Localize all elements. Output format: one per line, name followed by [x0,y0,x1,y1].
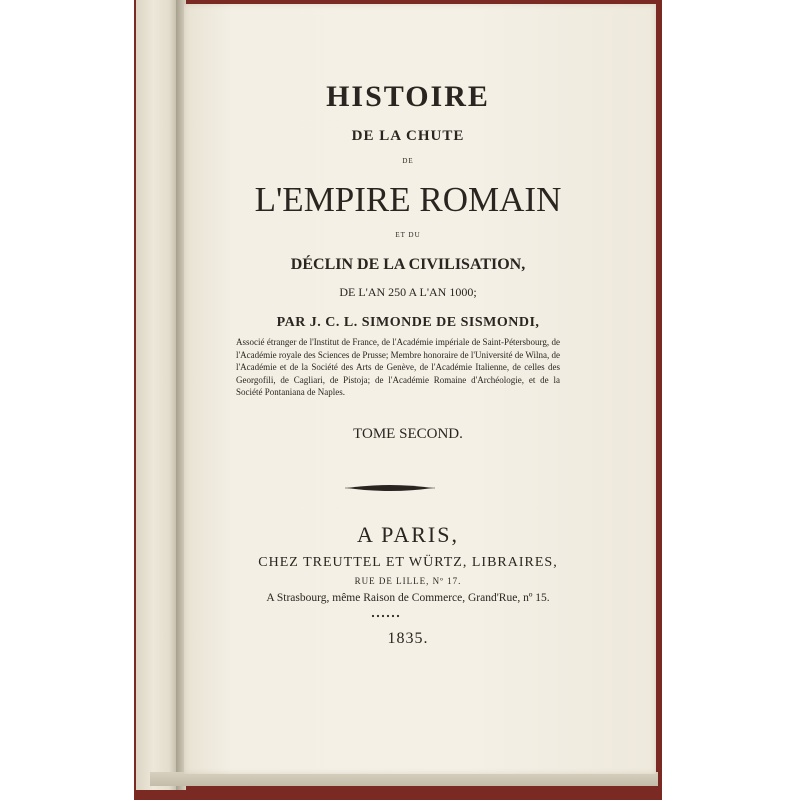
title-de: DE [402,157,414,165]
imprint-strasbourg: A Strasbourg, même Raison de Commerce, Grand'Rue, nº 15. [266,592,550,604]
title-et-du: ET DU [395,231,421,239]
imprint-city: A PARIS, [356,522,459,547]
imprint-street: RUE DE LILLE, Nº 17. [354,576,462,586]
title-de-la-chute: DE LA CHUTE [351,128,465,144]
title-histoire: HISTOIRE [326,80,490,113]
imprint-year: 1835. [387,630,429,647]
left-page [136,0,180,790]
page-bottom-edge [150,772,658,786]
ornament-rule [345,482,435,494]
author-description: Associé étranger de l'Institut de France, de l'Académie impériale de Saint-Pétersbourg, de l'Académie royale des Sciences de Prusse; Membre honoraire de l'Université de Wilna, de l'Académie et de la Société des Arts de Genève, de l'Académie Italienne, de celles des Georgofili, de Cagliari, de Pistoja; de l'Académie Romaine d'Archéologie, et de la Société Pontaniana de Naples. [236,337,560,397]
title-declin: DÉCLIN DE LA CIVILISATION, [290,256,526,273]
ornament-dots [370,612,400,620]
title-dates: DE L'AN 250 A L'AN 1000; [339,285,477,299]
title-empire-romain: L'EMPIRE ROMAIN [254,180,562,219]
imprint-publisher: CHEZ TREUTTEL ET WÜRTZ, LIBRAIRES, [258,555,558,570]
author-name: PAR J. C. L. SIMONDE DE SISMONDI, [276,315,540,330]
volume-label: TOME SECOND. [353,426,463,442]
